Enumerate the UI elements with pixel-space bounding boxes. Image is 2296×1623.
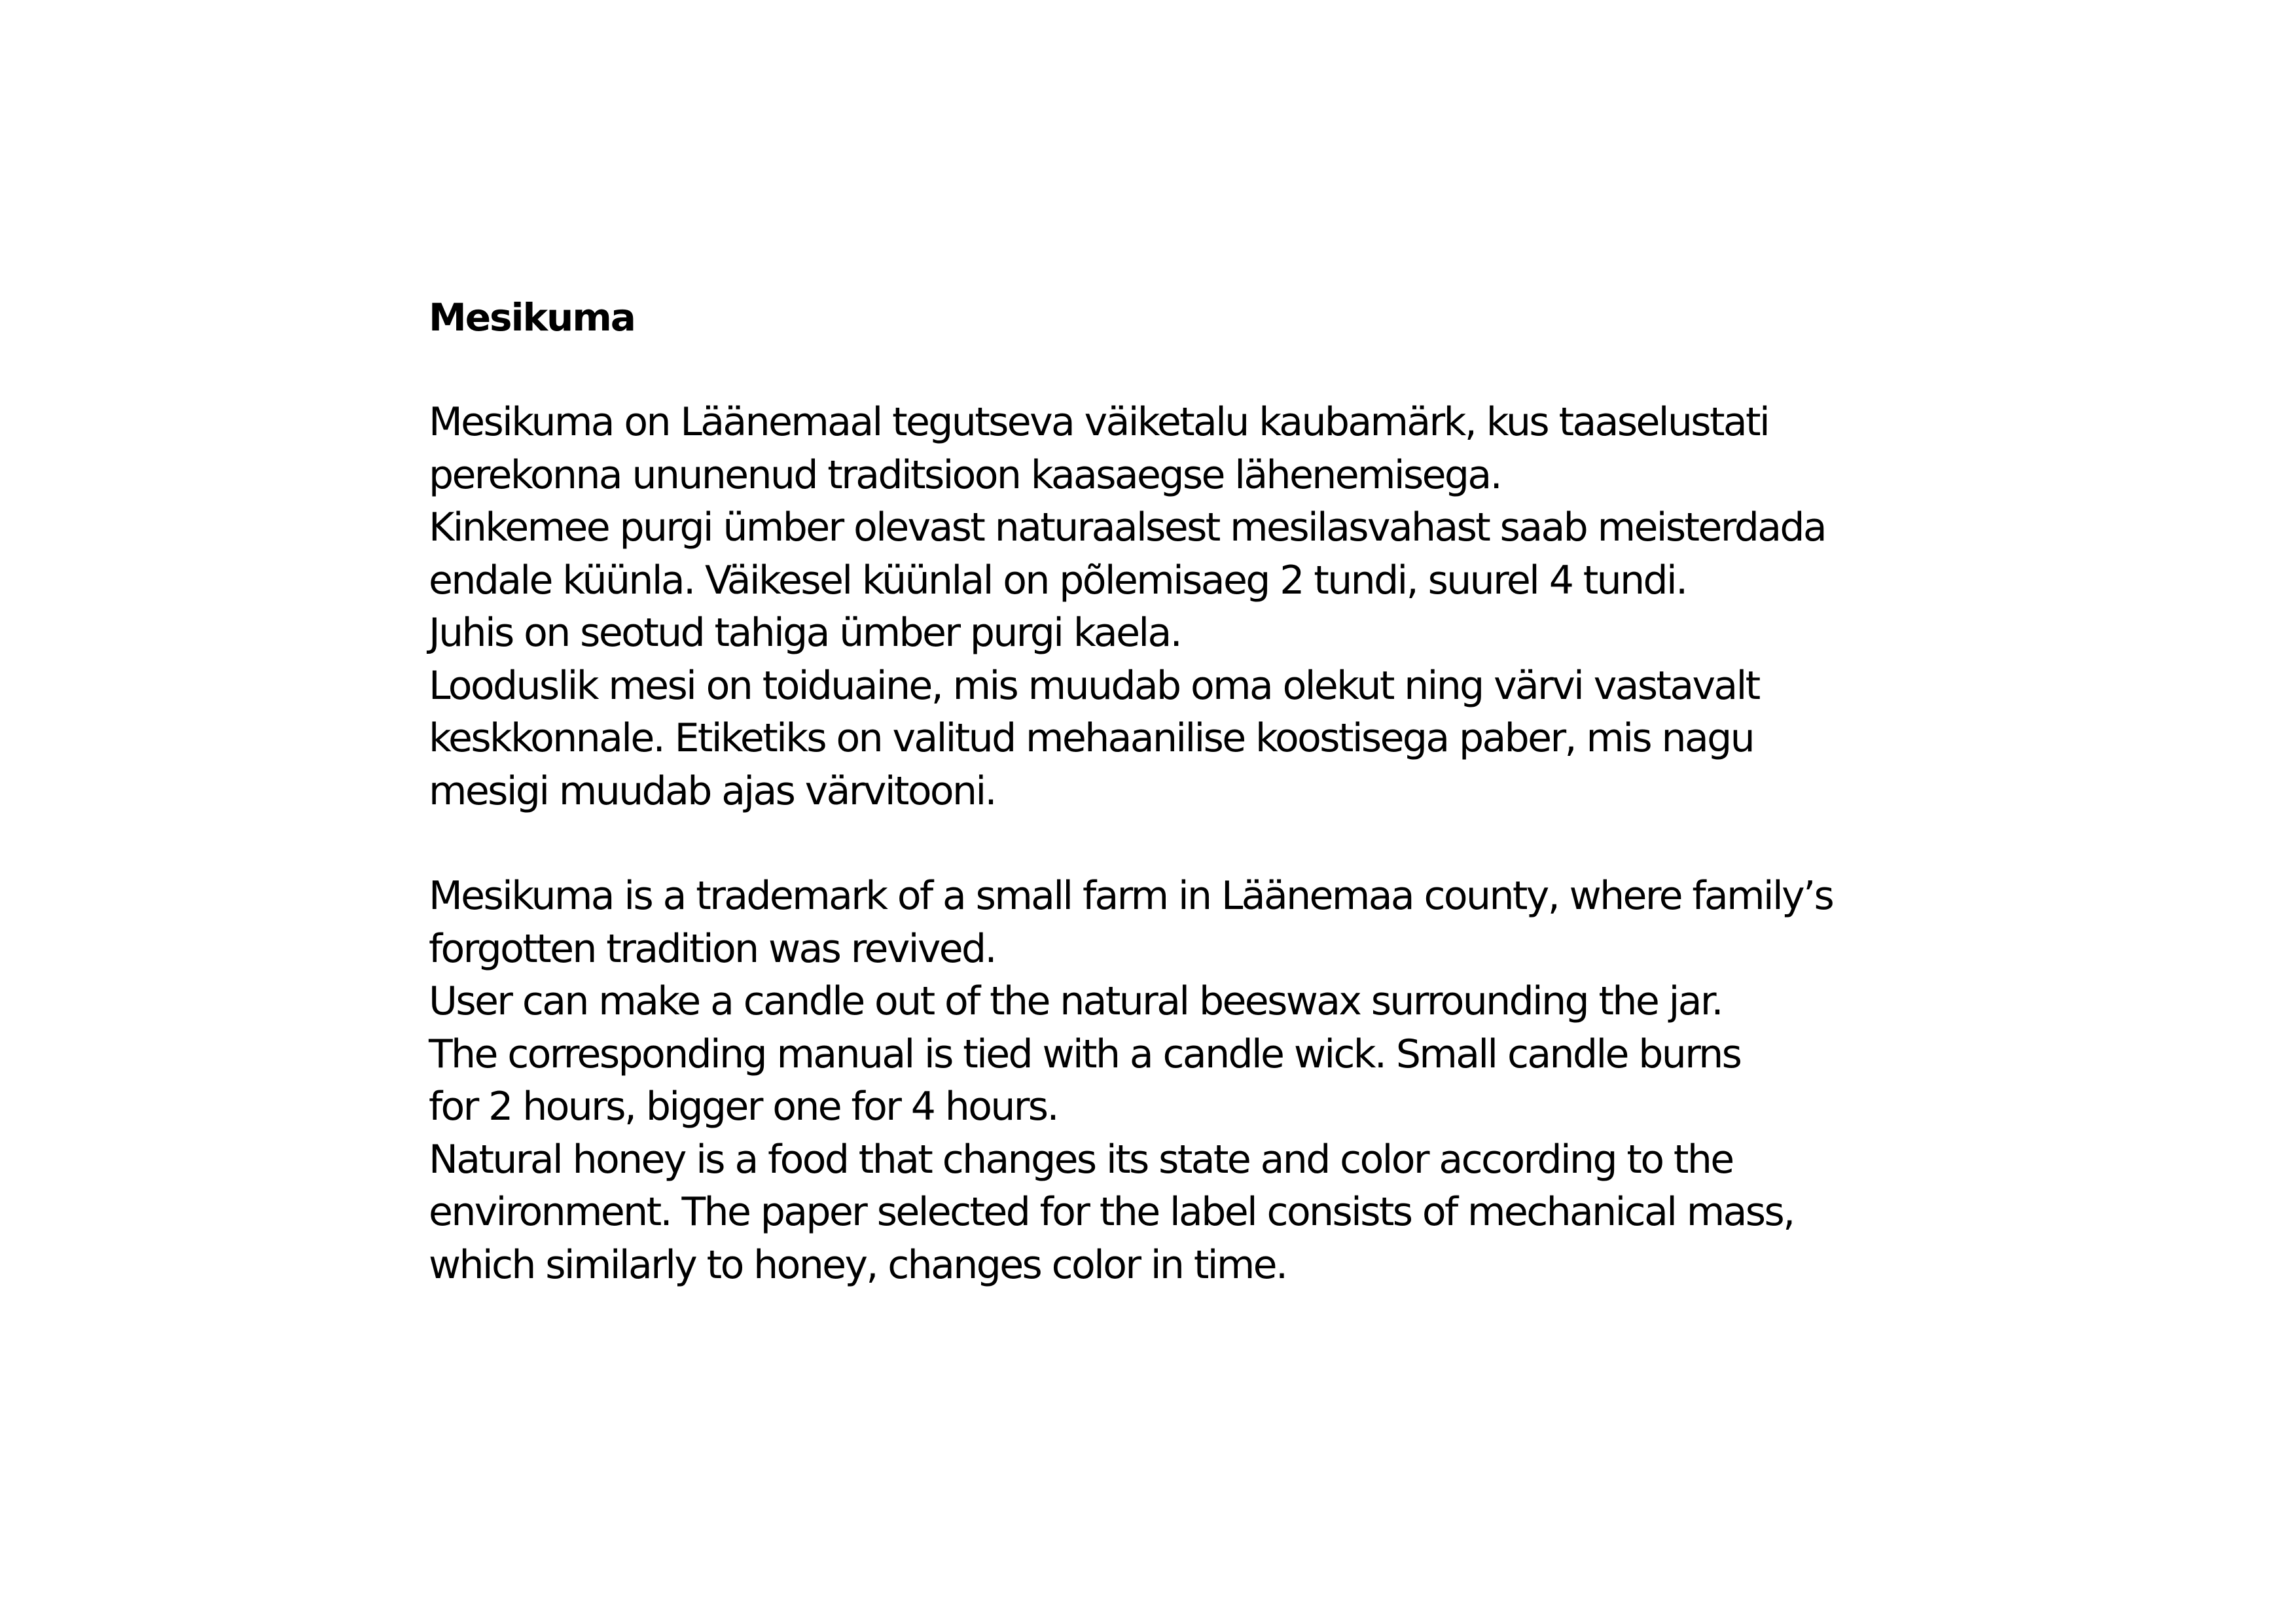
text-line: perekonna ununenud traditsioon kaasaegse lähenemisega. xyxy=(429,452,1501,498)
text-line: The corresponding manual is tied with a candle wick. Small candle burns xyxy=(429,1031,1741,1077)
text-line: Juhis on seotud tahiga ümber purgi kaela. xyxy=(429,610,1181,656)
document-page xyxy=(429,291,1934,1291)
text-line: which similarly to honey, changes color in time. xyxy=(429,1241,1287,1288)
text-line: forgotten tradition was revived. xyxy=(429,925,996,972)
text-line: environment. The paper selected for the label consists of mechanical mass, xyxy=(429,1189,1794,1235)
text-line: User can make a candle out of the natural beeswax surrounding the jar. xyxy=(429,978,1722,1024)
text-line: Kinkemee purgi ümber olevast naturaalsest mesilasvahast saab meisterdada xyxy=(429,505,1826,550)
document-title: Mesikuma xyxy=(429,295,635,340)
text-line: for 2 hours, bigger one for 4 hours. xyxy=(429,1084,1058,1130)
text-line: Looduslik mesi on toiduaine, mis muudab oma olekut ning värvi vastavalt xyxy=(429,662,1759,709)
text-line: endale küünla. Väikesel küünlal on põlemisaeg 2 tundi, suurel 4 tundi. xyxy=(429,557,1687,603)
text-line: Mesikuma on Läänemaal tegutseva väiketalu kaubamärk, kus taaselustati xyxy=(429,399,1769,445)
estonian-paragraph xyxy=(429,396,1934,817)
text-line: mesigi muudab ajas värvitooni. xyxy=(429,768,996,814)
english-paragraph xyxy=(429,870,1934,1291)
text-line: keskkonnale. Etiketiks on valitud mehaanilise koostisega paber, mis nagu xyxy=(429,715,1754,761)
paragraph-spacer xyxy=(429,817,1934,870)
text-line: Natural honey is a food that changes its state and color according to the xyxy=(429,1136,1733,1183)
text-line: Mesikuma is a trademark of a small farm in Läänemaa county, where family’s xyxy=(429,873,1833,919)
